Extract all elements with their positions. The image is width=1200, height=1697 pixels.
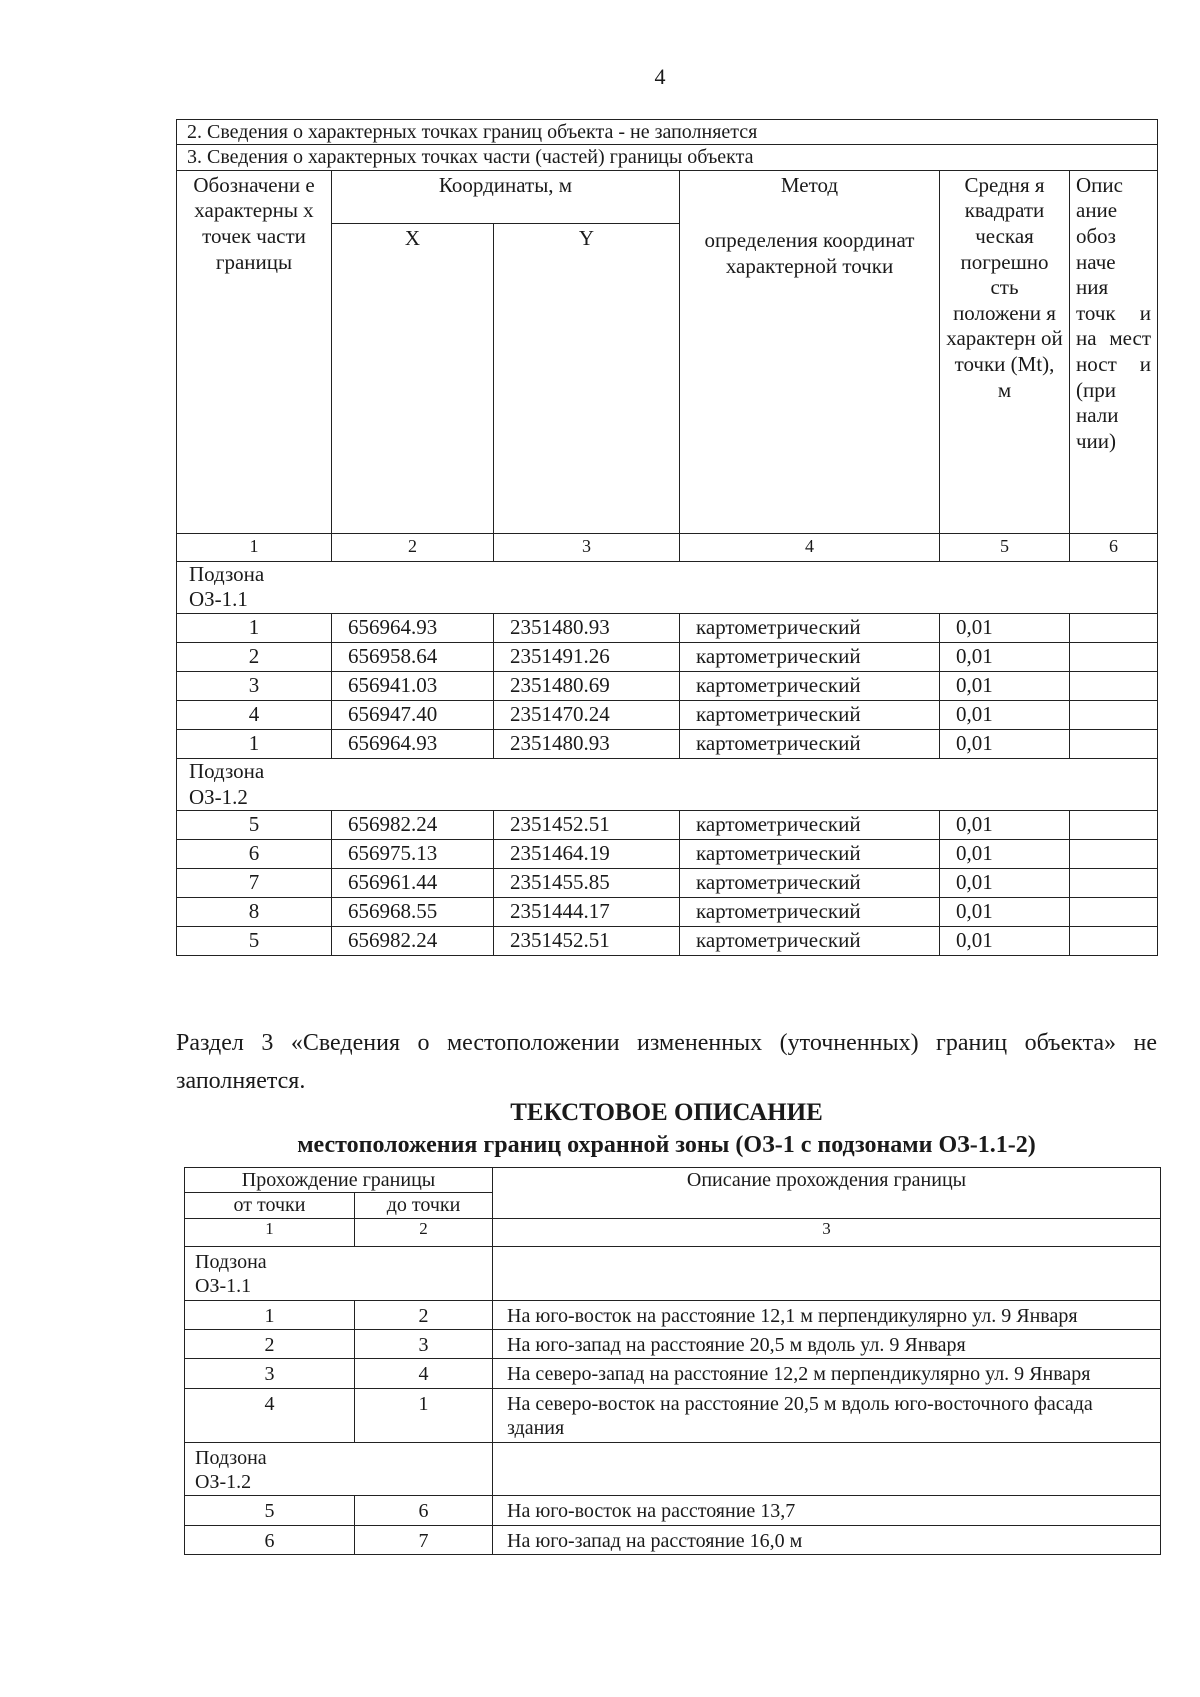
subzone-label-text: Подзона ОЗ-1.1 [195, 1250, 267, 1298]
subzone-empty-cell [493, 1246, 1161, 1300]
subzone-label-text: Подзона ОЗ-1.2 [189, 759, 265, 809]
mt-value: 0,01 [940, 811, 1070, 840]
column-number-row [185, 1218, 1161, 1246]
mt-value: 0,01 [940, 730, 1070, 759]
subzone-label-text: Подзона ОЗ-1.2 [195, 1446, 267, 1493]
to-point: 3 [355, 1329, 493, 1358]
table-row [177, 840, 1158, 869]
method-value: картометрический [680, 927, 940, 956]
description-value [1070, 927, 1158, 956]
passage-description: На северо-восток на расстояние 20,5 м вдоль юго-восточного фасада здания [493, 1388, 1161, 1442]
method-header-top: Метод [780, 172, 839, 197]
table-row [185, 1388, 1161, 1442]
description-value [1070, 898, 1158, 927]
table-row [185, 1359, 1161, 1388]
passage-description: На юго-запад на расстояние 16,0 м [493, 1525, 1161, 1554]
x-value: 656964.93 [332, 614, 494, 643]
document-title: ТЕКСТОВОЕ ОПИСАНИЕ [510, 1099, 823, 1126]
column-number: 2 [332, 533, 494, 561]
point-number: 5 [177, 927, 332, 956]
point-number: 1 [177, 730, 332, 759]
subzone-label-text: Подзона ОЗ-1.1 [189, 561, 265, 612]
from-point: 4 [185, 1388, 355, 1442]
column-number: 2 [355, 1218, 493, 1246]
y-value: 2351480.69 [494, 672, 680, 701]
table-row [177, 811, 1158, 840]
point-number: 8 [177, 898, 332, 927]
point-number: 3 [177, 672, 332, 701]
section-3-label: 3. Сведения о характерных точках части (частей) границы объекта [177, 145, 1158, 170]
method-value: картометрический [680, 869, 940, 898]
table-row [177, 701, 1158, 730]
subzone-label [185, 1442, 493, 1496]
header-row-1 [185, 1168, 1161, 1193]
mt-value: 0,01 [940, 701, 1070, 730]
table-row [185, 1525, 1161, 1554]
y-value: 2351470.24 [494, 701, 680, 730]
point-number: 6 [177, 840, 332, 869]
subzone-row [177, 561, 1158, 613]
to-point: 4 [355, 1359, 493, 1388]
x-value: 656941.03 [332, 672, 494, 701]
y-value: 2351452.51 [494, 811, 680, 840]
header-row-1 [177, 170, 1158, 223]
from-point: 6 [185, 1525, 355, 1554]
method-value: картометрический [680, 614, 940, 643]
table-row [177, 898, 1158, 927]
mt-value: 0,01 [940, 643, 1070, 672]
column-number: 5 [940, 533, 1070, 561]
mt-value: 0,01 [940, 840, 1070, 869]
table-row [177, 672, 1158, 701]
point-number: 4 [177, 701, 332, 730]
x-value: 656947.40 [332, 701, 494, 730]
method-value: картометрический [680, 730, 940, 759]
y-value: 2351491.26 [494, 643, 680, 672]
point-number: 2 [177, 643, 332, 672]
column-number: 3 [494, 533, 680, 561]
y-value: 2351444.17 [494, 898, 680, 927]
y-value: 2351464.19 [494, 840, 680, 869]
x-value: 656961.44 [332, 869, 494, 898]
method-value: картометрический [680, 898, 940, 927]
description-value [1070, 869, 1158, 898]
method-value: картометрический [680, 701, 940, 730]
page-number: 4 [654, 64, 666, 89]
subzone-empty-cell [493, 1442, 1161, 1496]
from-point-header: от точки [185, 1193, 355, 1218]
section-3-row [177, 145, 1158, 170]
column-number-row [177, 533, 1158, 561]
boundary-description-table [184, 1167, 1161, 1555]
from-point: 5 [185, 1496, 355, 1525]
passage-description: На юго-восток на расстояние 13,7 [493, 1496, 1161, 1525]
subzone-row [177, 759, 1158, 811]
from-point: 2 [185, 1329, 355, 1358]
table-row [185, 1300, 1161, 1329]
description-value [1070, 701, 1158, 730]
y-value: 2351480.93 [494, 614, 680, 643]
x-value: 656975.13 [332, 840, 494, 869]
table-row [185, 1329, 1161, 1358]
mt-value: 0,01 [940, 898, 1070, 927]
method-value: картометрический [680, 672, 940, 701]
description-value [1070, 730, 1158, 759]
method-value: картометрический [680, 840, 940, 869]
mt-value: 0,01 [940, 672, 1070, 701]
passage-header: Прохождение границы [185, 1168, 493, 1193]
x-value: 656968.55 [332, 898, 494, 927]
table-row [177, 927, 1158, 956]
passage-description: На юго-запад на расстояние 20,5 м вдоль ул. 9 Января [493, 1329, 1161, 1358]
point-description-header: Опис ание обоз наче ния точк и на мест ност и (при нали чии) [1070, 170, 1158, 533]
point-number: 1 [177, 614, 332, 643]
column-number: 4 [680, 533, 940, 561]
description-value [1070, 643, 1158, 672]
method-value: картометрический [680, 811, 940, 840]
mt-value: 0,01 [940, 614, 1070, 643]
to-point-header: до точки [355, 1193, 493, 1218]
table-row [177, 614, 1158, 643]
characteristic-points-table [176, 119, 1158, 956]
rmse-header: Средня я квадрати ческая погрешно сть положени я характерн ой точки (Mt), м [940, 170, 1070, 533]
to-point: 1 [355, 1388, 493, 1442]
method-header-rest: определения координат характерной точки [704, 228, 915, 278]
passage-description: На юго-восток на расстояние 12,1 м перпендикулярно ул. 9 Января [493, 1300, 1161, 1329]
column-number: 6 [1070, 533, 1158, 561]
document-subtitle: местоположения границ охранной зоны (ОЗ-1 с подзонами ОЗ-1.1-2) [297, 1132, 1036, 1158]
y-value: 2351452.51 [494, 927, 680, 956]
mt-value: 0,01 [940, 927, 1070, 956]
description-value [1070, 614, 1158, 643]
x-value: 656958.64 [332, 643, 494, 672]
method-header [680, 170, 940, 533]
column-number: 1 [185, 1218, 355, 1246]
table-row [185, 1496, 1161, 1525]
subzone-label [177, 561, 1158, 613]
x-value: 656982.24 [332, 811, 494, 840]
subzone-row [185, 1442, 1161, 1496]
passage-description: На северо-запад на расстояние 12,2 м перпендикулярно ул. 9 Января [493, 1359, 1161, 1388]
from-point: 1 [185, 1300, 355, 1329]
column-number: 3 [493, 1218, 1161, 1246]
mt-value: 0,01 [940, 869, 1070, 898]
table-row [177, 869, 1158, 898]
y-value: 2351455.85 [494, 869, 680, 898]
point-number: 5 [177, 811, 332, 840]
table-row [177, 643, 1158, 672]
y-value: 2351480.93 [494, 730, 680, 759]
to-point: 6 [355, 1496, 493, 1525]
column-number: 1 [177, 533, 332, 561]
table-row [177, 730, 1158, 759]
y-header: Y [494, 223, 680, 533]
section-2-row [177, 120, 1158, 145]
x-value: 656964.93 [332, 730, 494, 759]
passage-description-header: Описание прохождения границы [493, 1168, 1161, 1219]
subzone-label [177, 759, 1158, 811]
from-point: 3 [185, 1359, 355, 1388]
section-2-label: 2. Сведения о характерных точках границ объекта - не заполняется [177, 120, 1158, 145]
section-3-paragraph: Раздел 3 «Сведения о местоположении измененных (уточненных) границ объекта» не заполняется. [176, 1030, 1157, 1094]
method-value: картометрический [680, 643, 940, 672]
point-number: 7 [177, 869, 332, 898]
x-header: X [332, 223, 494, 533]
description-value [1070, 672, 1158, 701]
x-value: 656982.24 [332, 927, 494, 956]
coordinates-header: Координаты, м [332, 170, 680, 223]
designation-header: Обозначени е характерны х точек части границы [177, 170, 332, 533]
to-point: 2 [355, 1300, 493, 1329]
subzone-label [185, 1246, 493, 1300]
description-value [1070, 811, 1158, 840]
subzone-row [185, 1246, 1161, 1300]
to-point: 7 [355, 1525, 493, 1554]
description-value [1070, 840, 1158, 869]
